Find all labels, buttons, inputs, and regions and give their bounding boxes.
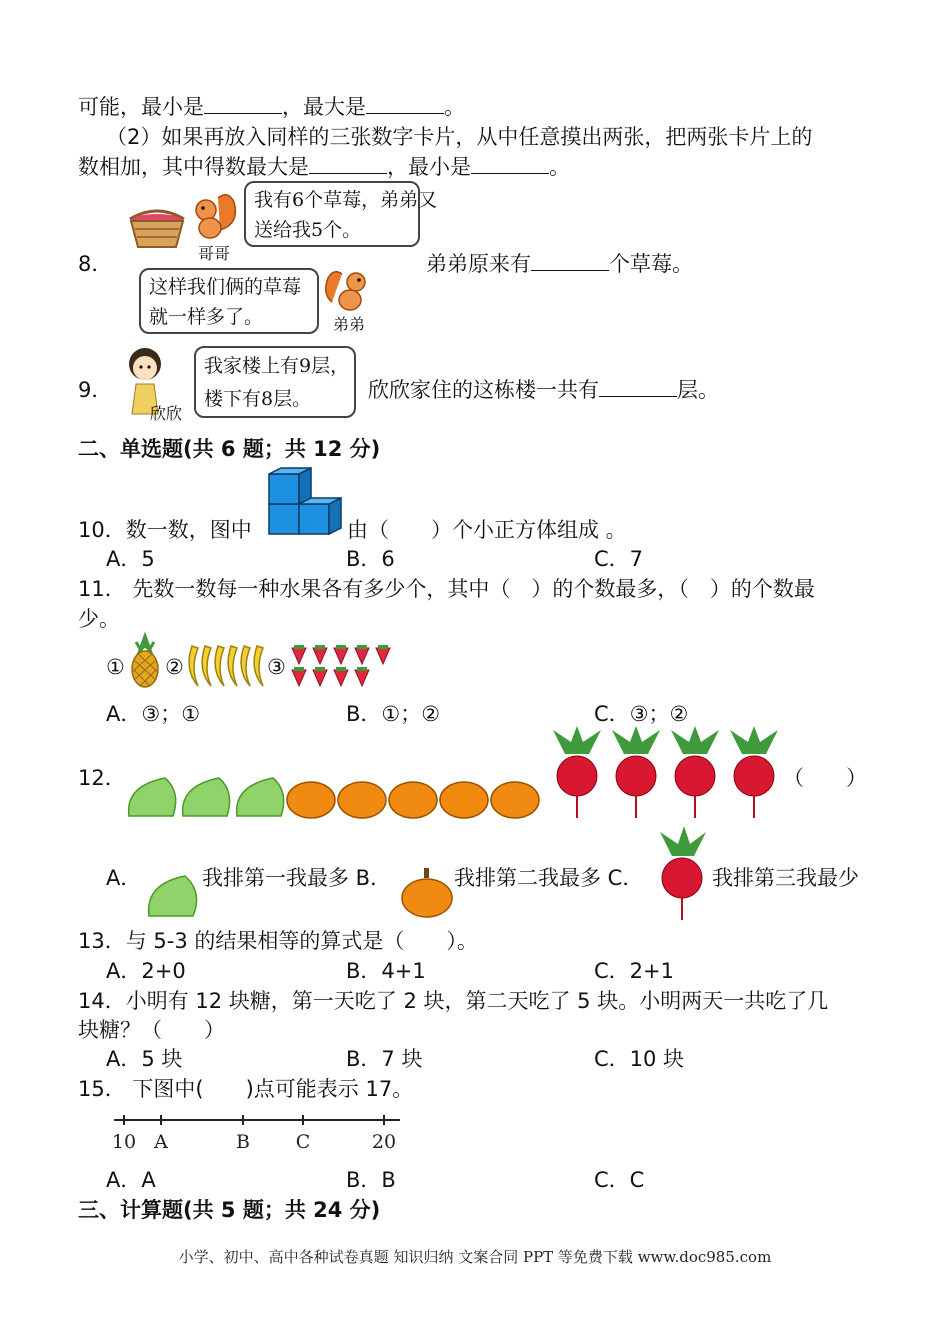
- q8-blank-answer[interactable]: [531, 251, 609, 271]
- q11-label-1: ①: [106, 655, 125, 679]
- q7-line1-b: ，最大是: [282, 95, 366, 119]
- q12-number: 12．: [78, 766, 126, 790]
- q7-line1-c: 。: [444, 95, 465, 119]
- q8-text-a: 弟弟原来有: [426, 252, 531, 276]
- radish-option-icon: [656, 826, 708, 922]
- radish-icons: [553, 726, 778, 818]
- q11-label-3: ③: [267, 655, 286, 679]
- strawberries-icon: [288, 642, 392, 690]
- q12-option-a-text[interactable]: 我排第一我最多 B．: [202, 866, 392, 890]
- axis-label-a: A: [154, 1131, 168, 1153]
- q9-label-xinxin: 欣欣: [150, 404, 183, 423]
- q9-bubble: [194, 346, 356, 418]
- q13-text: 13．与 5-3 的结果相等的算式是（ ）。: [78, 929, 478, 953]
- q9-number: 9．: [78, 378, 113, 402]
- q13-option-c[interactable]: C．2+1: [594, 959, 674, 983]
- q15-option-c[interactable]: C．C: [594, 1168, 645, 1192]
- q15-option-b[interactable]: B．B: [346, 1168, 396, 1192]
- axis-label-b: B: [236, 1131, 250, 1153]
- number-line: [108, 1112, 408, 1156]
- cube-stack-icon: [267, 468, 345, 536]
- q8-label-brother: 哥哥: [198, 244, 231, 263]
- q8-text-b: 个草莓。: [609, 252, 693, 276]
- q11-option-b[interactable]: B．①；②: [346, 702, 441, 726]
- pumpkin-option-icon: [400, 866, 454, 918]
- q15-text: 15． 下图中( )点可能表示 17。: [78, 1077, 414, 1101]
- q10-option-c[interactable]: C．7: [594, 547, 644, 571]
- q9-bubble-line1: 我家楼上有9层，: [204, 355, 350, 377]
- q8-label-younger: 弟弟: [333, 315, 366, 334]
- squirrel-younger-icon: [324, 266, 372, 312]
- q7-blank-min[interactable]: [204, 94, 282, 114]
- cabbage-icons: [129, 778, 284, 816]
- page-footer: 小学、初中、高中各种试卷真题 知识归纳 文案合同 PPT 等免费下载 www.doc985.com: [178, 1248, 772, 1266]
- q10-option-b[interactable]: B．6: [346, 547, 395, 571]
- q8-bubble-younger: [139, 268, 319, 334]
- vegetable-row-icon: [125, 726, 785, 822]
- q9-bubble-line2: 楼下有8层。: [204, 388, 312, 410]
- q11-label-2: ②: [165, 655, 184, 679]
- q7-line3-a: 数相加，其中得数最大是: [78, 155, 309, 179]
- q7-line1: [78, 93, 465, 121]
- q9-text-b: 层。: [677, 378, 719, 402]
- squirrel-brother-icon: [190, 190, 242, 240]
- q7-line2: （2）如果再放入同样的三张数字卡片，从中任意摸出两张，把两张卡片上的: [106, 125, 813, 149]
- axis-label-10: 10: [111, 1131, 137, 1153]
- q9-text-a: 欣欣家住的这栋楼一共有: [368, 378, 599, 402]
- q11-line2: 少。: [78, 607, 120, 631]
- section-2-heading: 二、单选题(共 6 题；共 12 分): [78, 437, 381, 461]
- strawberry-basket-icon: [126, 205, 188, 251]
- q8-question: [426, 250, 693, 278]
- q7-line3-b: ，最小是: [387, 155, 471, 179]
- q12-answer-paren: （ ）: [783, 766, 867, 790]
- q12-option-c-text[interactable]: 我排第三我最少: [712, 866, 859, 890]
- axis-label-20: 20: [371, 1131, 397, 1153]
- q7-line3: [78, 153, 570, 181]
- q12-option-b-text[interactable]: 我排第二我最多 C．: [454, 866, 644, 890]
- q9-blank-answer[interactable]: [599, 377, 677, 397]
- pineapple-icon: [128, 636, 162, 688]
- q11-option-a[interactable]: A．③；①: [106, 702, 201, 726]
- bananas-icon: [186, 640, 266, 688]
- q7-blank-max[interactable]: [366, 94, 444, 114]
- q9-question: [368, 376, 719, 404]
- q10-text-a: 10．数一数，图中: [78, 518, 252, 542]
- q7-blank-sum-max[interactable]: [309, 154, 387, 174]
- q11-option-c[interactable]: C．③；②: [594, 702, 689, 726]
- q8-bubble2-line1: 这样我们俩的草莓: [149, 276, 302, 298]
- q15-option-a[interactable]: A．A: [106, 1168, 156, 1192]
- q11-line1: 11． 先数一数每一种水果各有多少个，其中（ ）的个数最多，（ ）的个数最: [78, 577, 815, 601]
- q10-text-b: 由（ ）个小正方体组成 。: [347, 518, 627, 542]
- q8-bubble2-line2: 就一样多了。: [149, 306, 264, 328]
- q8-bubble-brother: [244, 181, 438, 247]
- q10-option-a[interactable]: A．5: [106, 547, 155, 571]
- q8-number: 8．: [78, 252, 113, 276]
- q13-option-b[interactable]: B．4+1: [346, 959, 426, 983]
- q12-option-a-letter[interactable]: A．: [106, 866, 142, 890]
- q13-option-a[interactable]: A．2+0: [106, 959, 186, 983]
- cabbage-option-icon: [145, 870, 199, 920]
- q8-bubble1-line1: 我有6个草莓，弟弟又: [254, 189, 438, 211]
- q14-line1: 14．小明有 12 块糖，第一天吃了 2 块，第二天吃了 5 块。小明两天一共吃了几: [78, 989, 829, 1013]
- q7-blank-sum-min[interactable]: [471, 154, 549, 174]
- q7-line3-c: 。: [549, 155, 570, 179]
- q7-line1-a: 可能，最小是: [78, 95, 204, 119]
- q14-option-b[interactable]: B．7 块: [346, 1047, 423, 1071]
- q8-bubble1-line2: 送给我5个。: [254, 219, 362, 241]
- q14-line2: 块糖？（ ）: [78, 1018, 225, 1042]
- axis-label-c: C: [295, 1131, 311, 1153]
- q14-option-c[interactable]: C．10 块: [594, 1047, 685, 1071]
- section-3-heading: 三、计算题(共 5 题；共 24 分): [78, 1198, 381, 1222]
- pumpkin-icons: [287, 782, 539, 818]
- q14-option-a[interactable]: A．5 块: [106, 1047, 183, 1071]
